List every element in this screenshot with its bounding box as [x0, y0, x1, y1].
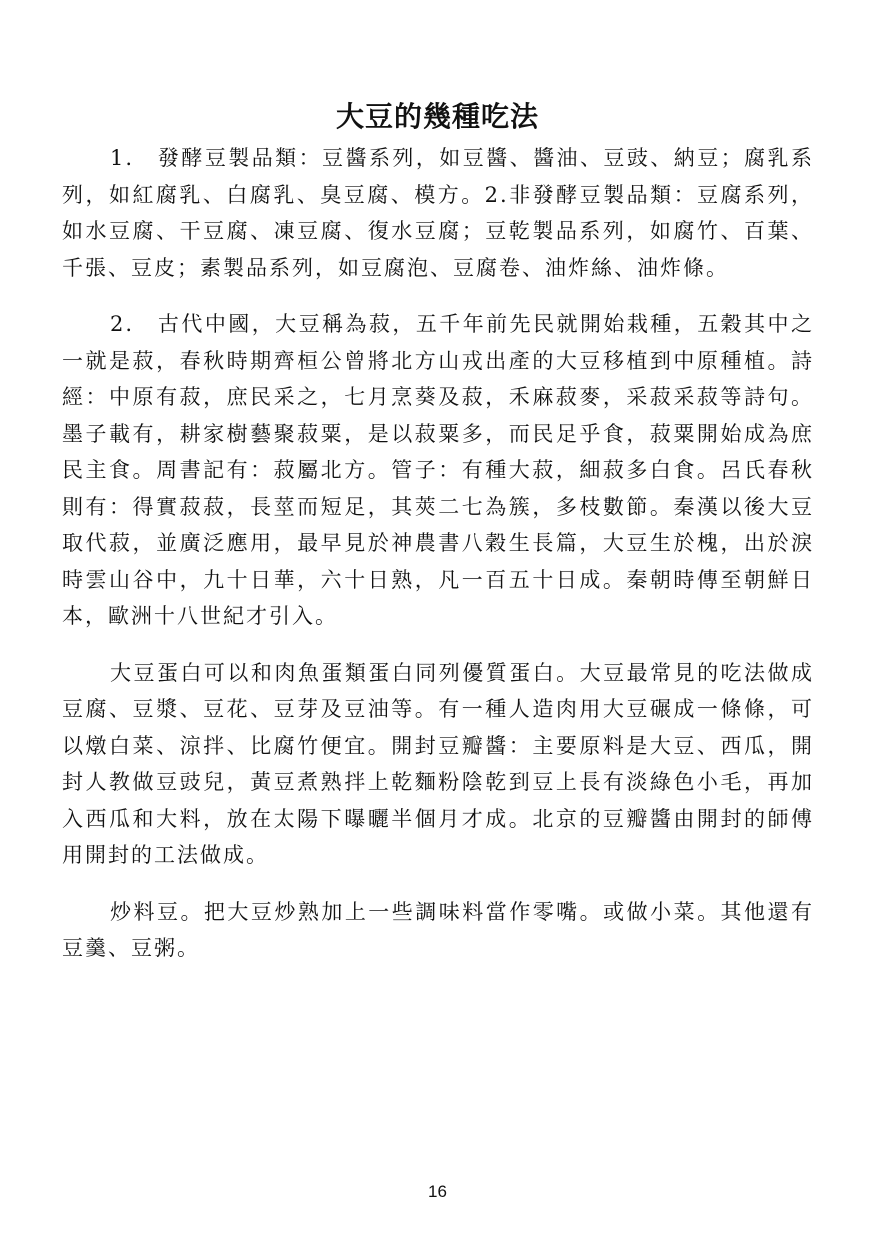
page-number: 16	[428, 1182, 447, 1201]
paragraph-fermented-products: 1. 發酵豆製品類：豆醬系列，如豆醬、醬油、豆豉、納豆；腐乳系列，如紅腐乳、白腐乳、臭豆腐、模方。2.非發酵豆製品類：豆腐系列，如水豆腐、干豆腐、凍豆腐、復水豆腐；豆乾製品系列，如腐竹、百葉、千張、豆皮；素製品系列，如豆腐泡、豆腐卷、油炸絲、油炸條。	[62, 146, 814, 280]
article-body	[62, 140, 814, 987]
paragraph-soy-protein: 大豆蛋白可以和肉魚蛋類蛋白同列優質蛋白。大豆最常見的吃法做成豆腐、豆漿、豆花、豆芽及豆油等。有一種人造肉用大豆碾成一條條，可以燉白菜、涼拌、比腐竹便宜。開封豆瓣醬：主要原料是大豆、西瓜，開封人教做豆豉兒，黃豆煮熟拌上乾麵粉陰乾到豆上長有淡綠色小毛，再加入西瓜和大料，放在太陽下曝曬半個月才成。北京的豆瓣醬由開封的師傅用開封的工法做成。	[62, 660, 814, 867]
paragraph-roasted-beans: 炒料豆。把大豆炒熟加上一些調味料當作零嘴。或做小菜。其他還有豆羹、豆粥。	[62, 899, 814, 960]
paragraph-history: 2. 古代中國，大豆稱為菽，五千年前先民就開始栽種，五穀其中之一就是菽，春秋時期齊桓公曾將北方山戎出產的大豆移植到中原種植。詩經：中原有菽，庶民采之，七月烹葵及菽，禾麻菽麥，采菽采菽等詩句。墨子載有，耕家樹藝聚菽粟，是以菽粟多，而民足乎食，菽粟開始成為庶民主食。周書記有：菽屬北方。管子：有種大菽，細菽多白食。呂氏春秋則有：得實菽菽，長莖而短足，其莢二七為簇，多枝數節。秦漢以後大豆取代菽，並廣泛應用，最早見於神農書八穀生長篇，大豆生於槐，出於淚時雲山谷中，九十日華，六十日熟，凡一百五十日成。秦朝時傳至朝鮮日本，歐洲十八世紀才引入。	[62, 312, 814, 628]
page-title: 大豆的幾種吃法	[335, 99, 539, 133]
